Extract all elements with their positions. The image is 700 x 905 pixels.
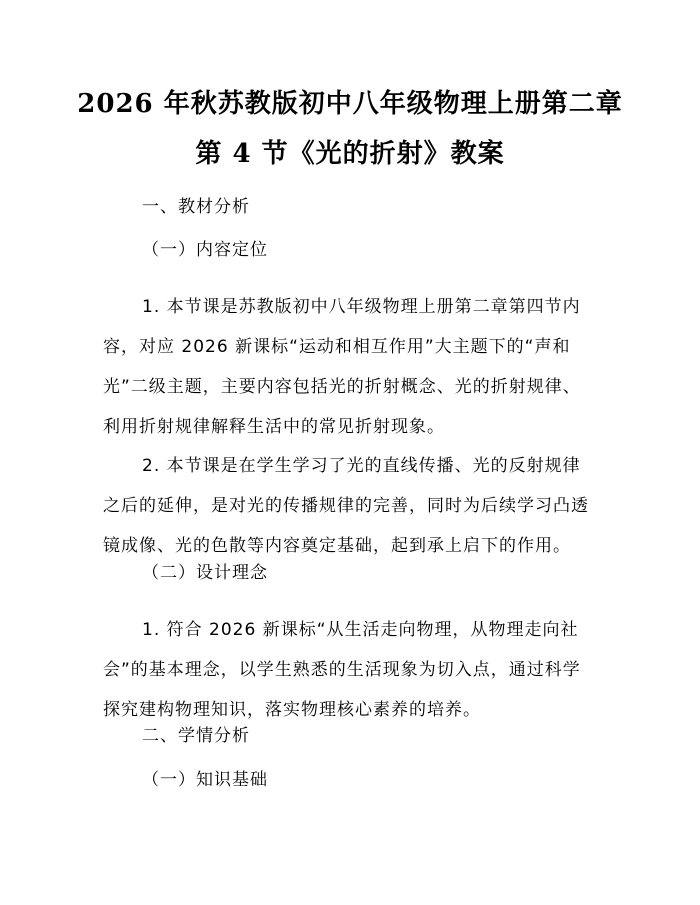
paragraph-line: 镜成像、光的色散等内容奠定基础，起到承上启下的作用。 bbox=[103, 536, 571, 556]
paragraph-line: 探究建构物理知识，落实物理核心素养的培养。 bbox=[103, 700, 481, 720]
subsection-heading-design-concept: （二）设计理念 bbox=[142, 563, 268, 583]
subsection-heading-knowledge-base: （一）知识基础 bbox=[142, 770, 268, 790]
paragraph-line: 2. 本节课是在学生学习了光的直线传播、光的反射规律 bbox=[142, 456, 581, 476]
paragraph-design-concept-1 bbox=[103, 610, 603, 730]
section-heading-textbook-analysis: 一、教材分析 bbox=[142, 197, 250, 217]
document-title-line-1: 2026 年秋苏教版初中八年级物理上册第二章 bbox=[77, 89, 623, 119]
paragraph-line: 容，对应 2026 新课标“运动和相互作用”大主题下的“声和 bbox=[103, 337, 571, 357]
paragraph-line: 之后的延伸，是对光的传播规律的完善，同时为后续学习凸透 bbox=[103, 496, 589, 516]
paragraph-content-positioning-1 bbox=[103, 287, 603, 447]
paragraph-line: 会”的基本理念，以学生熟悉的生活现象为切入点，通过科学 bbox=[103, 660, 581, 680]
paragraph-line: 1. 符合 2026 新课标“从生活走向物理，从物理走向社 bbox=[142, 620, 579, 640]
paragraph-line: 1. 本节课是苏教版初中八年级物理上册第二章第四节内 bbox=[142, 297, 581, 317]
document-title-line-2: 第 4 节《光的折射》教案 bbox=[195, 139, 505, 169]
paragraph-line: 利用折射规律解释生活中的常见折射现象。 bbox=[103, 417, 445, 437]
section-heading-student-analysis: 二、学情分析 bbox=[142, 726, 250, 746]
paragraph-content-positioning-2 bbox=[103, 446, 603, 566]
subsection-heading-content-positioning: （一）内容定位 bbox=[142, 240, 268, 260]
paragraph-line: 光”二级主题，主要内容包括光的折射概念、光的折射规律、 bbox=[103, 377, 581, 397]
